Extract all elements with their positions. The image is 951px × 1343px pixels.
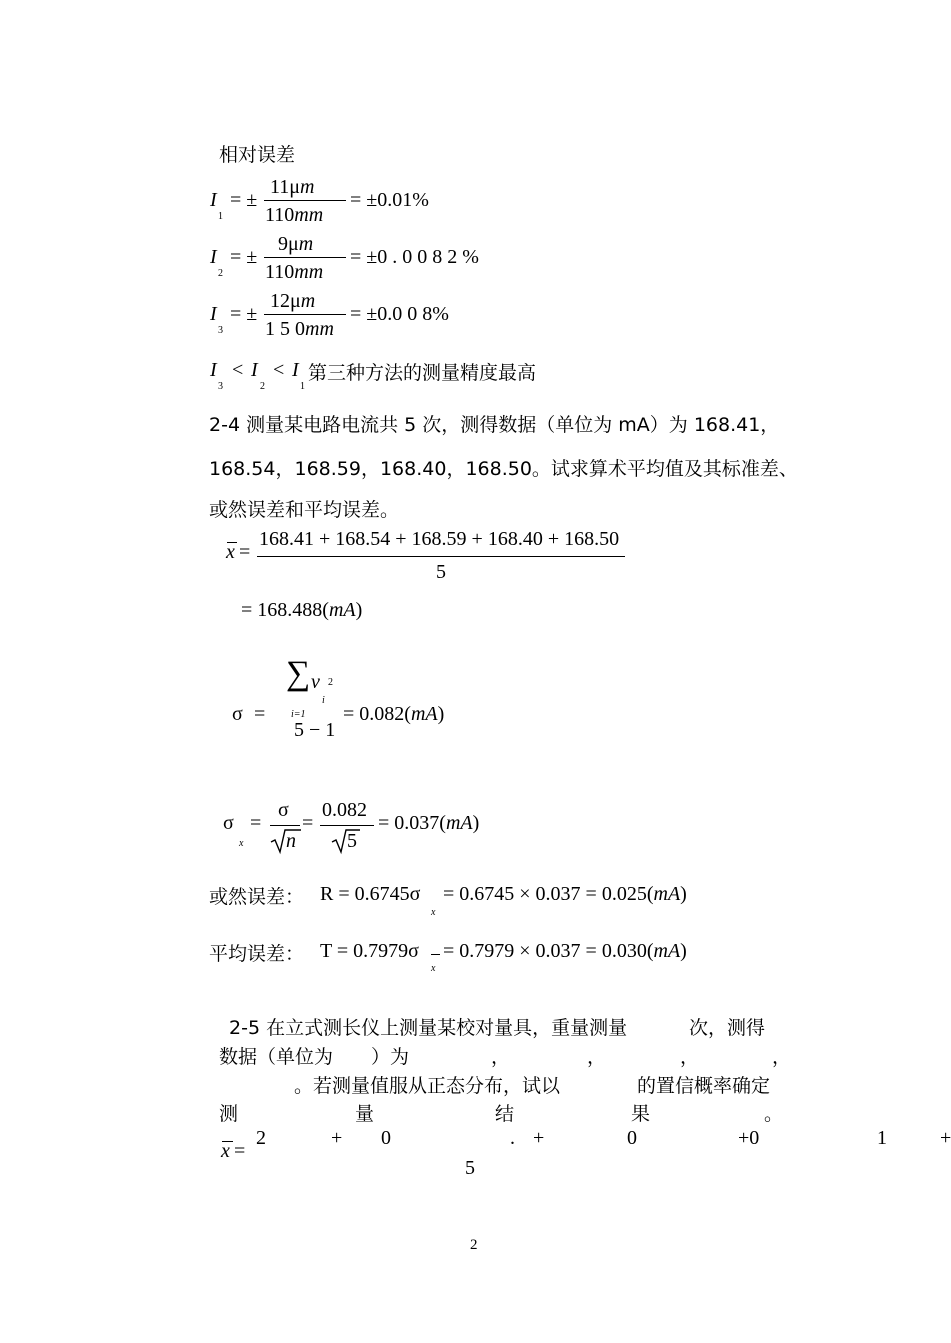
p25-mean-eq: = [234,1140,246,1162]
sx-eq2: = [302,812,314,834]
cmp-s3: 3 [218,381,223,392]
eq3-den: 1 5 0mm [265,318,334,340]
cmp-s1: 1 [300,381,305,392]
p25-frag-plus2: + [533,1127,545,1149]
eq3-pm: = ± [230,303,258,325]
page-number: 2 [470,1237,478,1253]
average-error-label: 平均误差： [209,943,305,965]
sigma-lower-limit: i=1 [291,709,306,720]
probable-error-eq: R = 0.6745σ [320,883,421,905]
average-error-rest: = 0.7979 × 0.037 = 0.030(mA) [443,940,687,962]
mean-fraction-bar [257,556,625,557]
sx-fraction-bar-1 [270,825,300,826]
p25-frag-plus0: +0 [738,1127,760,1149]
cmp-i3: I [210,359,217,381]
p25-line2-b: ）为 [371,1046,410,1068]
problem-2-4-line2: 168.54，168.59，168.40，168.50。试求算术平均值及其标准差、 [209,458,798,480]
p25-comma4: ， [772,1046,792,1068]
eq1-pm: = ± [230,189,258,211]
mean-var: x [226,541,235,563]
eq2-result: = ±0 . 0 0 8 2 % [350,246,479,268]
sx-result: = 0.037(mA) [378,812,480,834]
p25-line3-b: 的置信概率确定 [637,1075,771,1097]
p25-frag-2: 2 [256,1127,266,1149]
p25-comma1: ， [491,1046,511,1068]
eq2-pm: = ± [230,246,258,268]
probable-error-sub: x [431,907,436,918]
eq3-result: = ±0.0 0 8% [350,303,449,325]
sigma-denominator: 5 − 1 [294,719,336,741]
sx-eq1: = [250,812,262,834]
p25-line4-guo: 果 [631,1103,651,1125]
eq1-result: = ±0.01% [350,189,429,211]
sigma-symbol: σ [232,703,243,725]
average-error-eq: T = 0.7979σ [320,940,419,962]
p25-frag-0a: 0 [381,1127,391,1149]
sigma-v: v [311,671,320,693]
eq2-fraction-bar [264,257,346,258]
eq1-var: I [210,189,217,211]
cmp-lt2: < [273,359,285,381]
p25-line2-a: 数据（单位为 [219,1046,334,1068]
p25-denominator: 5 [465,1157,475,1179]
problem-2-4-line1: 2-4 测量某电路电流共 5 次，测得数据（单位为 mA）为 168.41， [209,414,780,436]
probable-error-label: 或然误差： [209,886,305,908]
mean-numerator: 168.41 + 168.54 + 168.59 + 168.40 + 168.50 [259,528,620,550]
p25-line3-a: 。若测量值服从正态分布，试以 [294,1075,561,1097]
eq3-sub: 3 [218,325,223,336]
sx-sub: x [239,838,244,849]
cmp-i2: I [251,359,258,381]
p25-frag-plus3: + [940,1127,951,1149]
sx-den2: 5 [347,830,357,852]
sx-symbol: σ [223,812,234,834]
p25-frag-dot: . [510,1127,515,1149]
p25-line1-b: 次，测得 [689,1017,766,1039]
sigma-v-sub: i [322,695,325,706]
eq2-den: 110mm [265,261,324,283]
sx-fraction-bar-2 [320,825,374,826]
p25-frag-plus1: + [331,1127,343,1149]
eq3-num: 12μm [270,290,316,312]
cmp-i1: I [292,359,299,381]
eq1-den: 110mm [265,204,324,226]
p25-frag-1: 1 [877,1127,887,1149]
p25-line4-ce: 测 [219,1103,239,1125]
p25-line1-a: 2-5 在立式测长仪上测量某校对量具，重量测量 [229,1017,628,1039]
relative-error-heading: 相对误差 [219,144,296,166]
eq2-num: 9μm [278,233,314,255]
eq1-sub: 1 [218,211,223,222]
eq3-var: I [210,303,217,325]
eq1-num: 11μm [270,176,315,198]
p25-comma3: ， [680,1046,700,1068]
eq2-var: I [210,246,217,268]
eq1-fraction-bar [264,200,346,201]
average-error-overbar [431,954,440,955]
p25-comma2: ， [587,1046,607,1068]
cmp-lt1: < [232,359,244,381]
sx-den1: n [286,830,296,852]
p25-mean-var: x [221,1140,230,1162]
p25-line4-period: 。 [764,1103,784,1125]
cmp-conclusion: 第三种方法的测量精度最高 [308,362,537,384]
sx-num2: 0.082 [322,799,367,821]
cmp-s2: 2 [260,381,265,392]
p25-line4-liang: 量 [355,1103,375,1125]
problem-2-4-line3: 或然误差和平均误差。 [209,499,400,521]
average-error-sub: x [431,963,436,974]
mean-denominator: 5 [436,561,446,583]
sigma-v-sup: 2 [328,677,333,688]
mean-result: = 168.488(mA) [241,599,363,621]
sigma-result: = 0.082(mA) [343,703,445,725]
p25-frag-0b: 0 [627,1127,637,1149]
sx-num1: σ [278,799,289,821]
p25-line4-jie: 结 [495,1103,515,1125]
probable-error-rest: = 0.6745 × 0.037 = 0.025(mA) [443,883,687,905]
eq3-fraction-bar [264,314,346,315]
mean-eq: = [239,541,251,563]
summation-symbol: ∑ [286,655,311,692]
sigma-eq: = [254,703,266,725]
eq2-sub: 2 [218,268,223,279]
